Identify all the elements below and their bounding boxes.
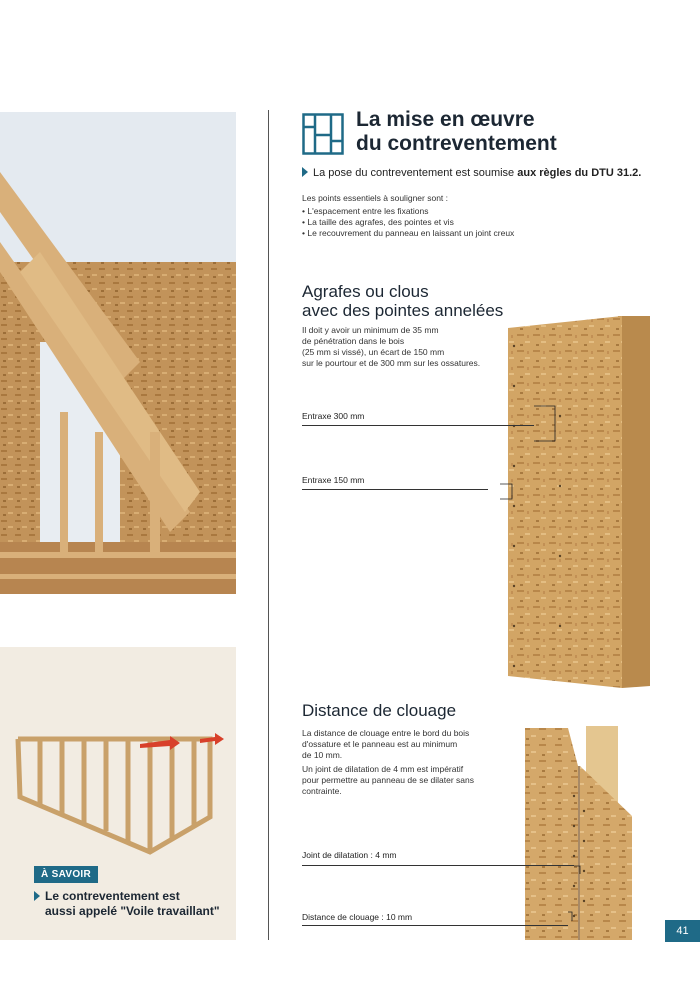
- points-list: [302, 206, 514, 239]
- osb-panel-illustration: [500, 316, 655, 694]
- section-text-dilatation: Un joint de dilatation de 4 mm est impératif pour permettre au panneau de se dilater sans contrainte.: [302, 764, 475, 796]
- intro-text: La pose du contreventement est soumise aux règles du DTU 31.2.: [302, 167, 641, 179]
- list-item: • L'espacement entre les fixations: [302, 206, 514, 217]
- osb-joint-illustration: [522, 726, 637, 940]
- section-title-agrafes: Agrafes ou clous avec des pointes annelées: [302, 282, 504, 320]
- section-text-agrafes: Il doit y avoir un minimum de 35 mm de pénétration dans le bois (25 mm si vissé), un écart de 150 mm sur le pourtour et de 300 mm sur les ossatures.: [302, 325, 481, 368]
- leader-line: [302, 925, 568, 926]
- label-distance-clouage: Distance de clouage : 10 mm: [302, 912, 413, 922]
- page-number: 41: [665, 920, 700, 942]
- label-entraxe-150: Entraxe 150 mm: [302, 475, 365, 485]
- section-title-clouage: Distance de clouage: [302, 701, 457, 720]
- leader-line: [302, 425, 534, 426]
- tip-text: Le contreventement est aussi appelé "Voile travaillant": [34, 889, 234, 919]
- column-divider: [268, 110, 269, 940]
- page-title: La mise en œuvre du contreventement: [356, 108, 557, 155]
- arrow-right-icon: [302, 167, 308, 177]
- label-joint-dilatation: Joint de dilatation : 4 mm: [302, 850, 397, 860]
- section-text-clouage: La distance de clouage entre le bord du bois d'ossature et le panneau est au minimum de 10 mm.: [302, 728, 470, 760]
- leader-line: [302, 489, 488, 490]
- panel-grid-icon: [302, 113, 344, 155]
- points-intro: Les points essentiels à souligner sont :: [302, 193, 449, 203]
- label-entraxe-300: Entraxe 300 mm: [302, 411, 365, 421]
- truss-photo: [0, 112, 236, 594]
- list-item: • La taille des agrafes, des pointes et vis: [302, 217, 514, 228]
- arrow-right-icon: [34, 891, 40, 901]
- tip-badge: À SAVOIR: [34, 866, 98, 883]
- leader-line: [302, 865, 574, 866]
- list-item: • Le recouvrement du panneau en laissant un joint creux: [302, 228, 514, 239]
